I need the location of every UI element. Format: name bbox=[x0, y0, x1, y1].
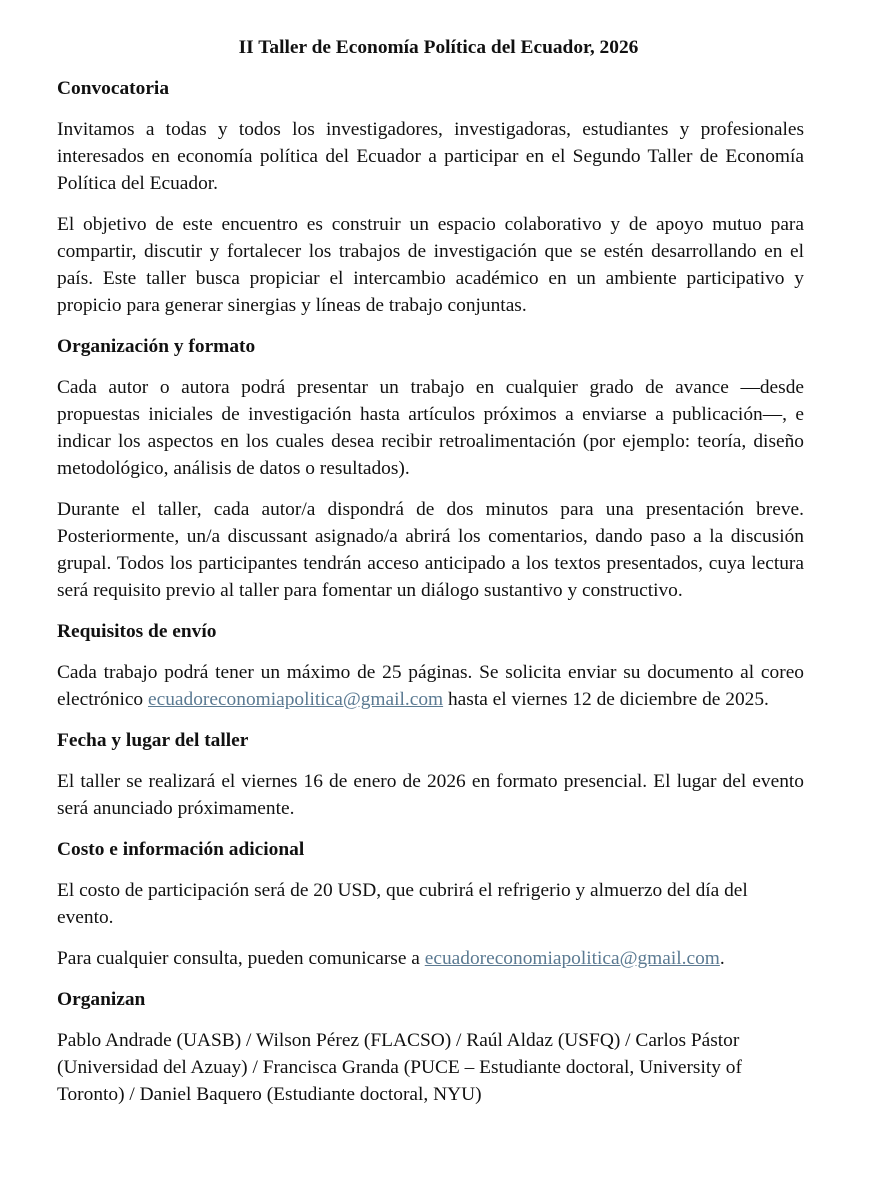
requisitos-text-after: hasta el viernes 12 de diciembre de 2025. bbox=[443, 689, 769, 710]
organizacion-paragraph-1: Cada autor o autora podrá presentar un trabajo en cualquier grado de avance —desde propuestas iniciales de investigación hasta artículos próximos a enviarse a publicación—, e indicar los aspectos en los cuales desea recibir retroalimentación (por ejemplo: teoría, diseño metodológico, análisis de datos o resultados). bbox=[57, 377, 804, 479]
heading-fecha: Fecha y lugar del taller bbox=[57, 730, 249, 751]
requisitos-paragraph bbox=[57, 659, 804, 713]
convocatoria-paragraph-1: Invitamos a todas y todos los investigadores, investigadoras, estudiantes y profesionales interesados en economía política del Ecuador a participar en el Segundo Taller de Economía Política del Ecuador. bbox=[57, 119, 804, 194]
heading-organizacion: Organización y formato bbox=[57, 336, 256, 357]
heading-organizan: Organizan bbox=[57, 989, 146, 1010]
contact-email-link[interactable]: ecuadoreconomiapolitica@gmail.com bbox=[424, 948, 720, 969]
costo-paragraph: El costo de participación será de 20 USD, que cubrirá el refrigerio y almuerzo del día del evento. bbox=[57, 880, 748, 928]
organizacion-paragraph-2: Durante el taller, cada autor/a dispondrá de dos minutos para una presentación breve. Posteriormente, un/a discussant asignado/a abrirá los comentarios, dando paso a la discusión grupal. Todos los participantes tendrán acceso anticipado a los textos presentados, cuya lectura será requisito previo al taller para fomentar un diálogo sustantivo y constructivo. bbox=[57, 499, 804, 601]
convocatoria-paragraph-2: El objetivo de este encuentro es construir un espacio colaborativo y de apoyo mutuo para compartir, discutir y fortalecer los trabajos de investigación que se estén desarrollando en el país. Este taller busca propiciar el intercambio académico en un ambiente participativo y propicio para generar sinergias y líneas de trabajo conjuntas. bbox=[57, 214, 804, 316]
requisitos-text-before: Cada trabajo podrá tener un máximo de 25 páginas. Se solicita enviar su documento al coreo electrónico bbox=[57, 662, 804, 710]
heading-convocatoria: Convocatoria bbox=[57, 78, 170, 99]
document-title: II Taller de Economía Política del Ecuador, 2026 bbox=[238, 37, 639, 58]
fecha-paragraph: El taller se realizará el viernes 16 de enero de 2026 en formato presencial. El lugar del evento será anunciado próximamente. bbox=[57, 771, 804, 819]
organizan-paragraph: Pablo Andrade (UASB) / Wilson Pérez (FLACSO) / Raúl Aldaz (USFQ) / Carlos Pástor (Universidad del Azuay) / Francisca Granda (PUCE – Estudiante doctoral, University of Toronto) / Daniel Baquero (Estudiante doctoral, NYU) bbox=[57, 1030, 742, 1105]
contact-paragraph bbox=[57, 945, 804, 972]
heading-costo: Costo e información adicional bbox=[57, 839, 305, 860]
heading-requisitos: Requisitos de envío bbox=[57, 621, 217, 642]
contact-text-after: . bbox=[719, 948, 725, 969]
submission-email-link[interactable]: ecuadoreconomiapolitica@gmail.com bbox=[147, 689, 444, 710]
contact-text-before: Para cualquier consulta, pueden comunicarse a bbox=[57, 948, 425, 969]
